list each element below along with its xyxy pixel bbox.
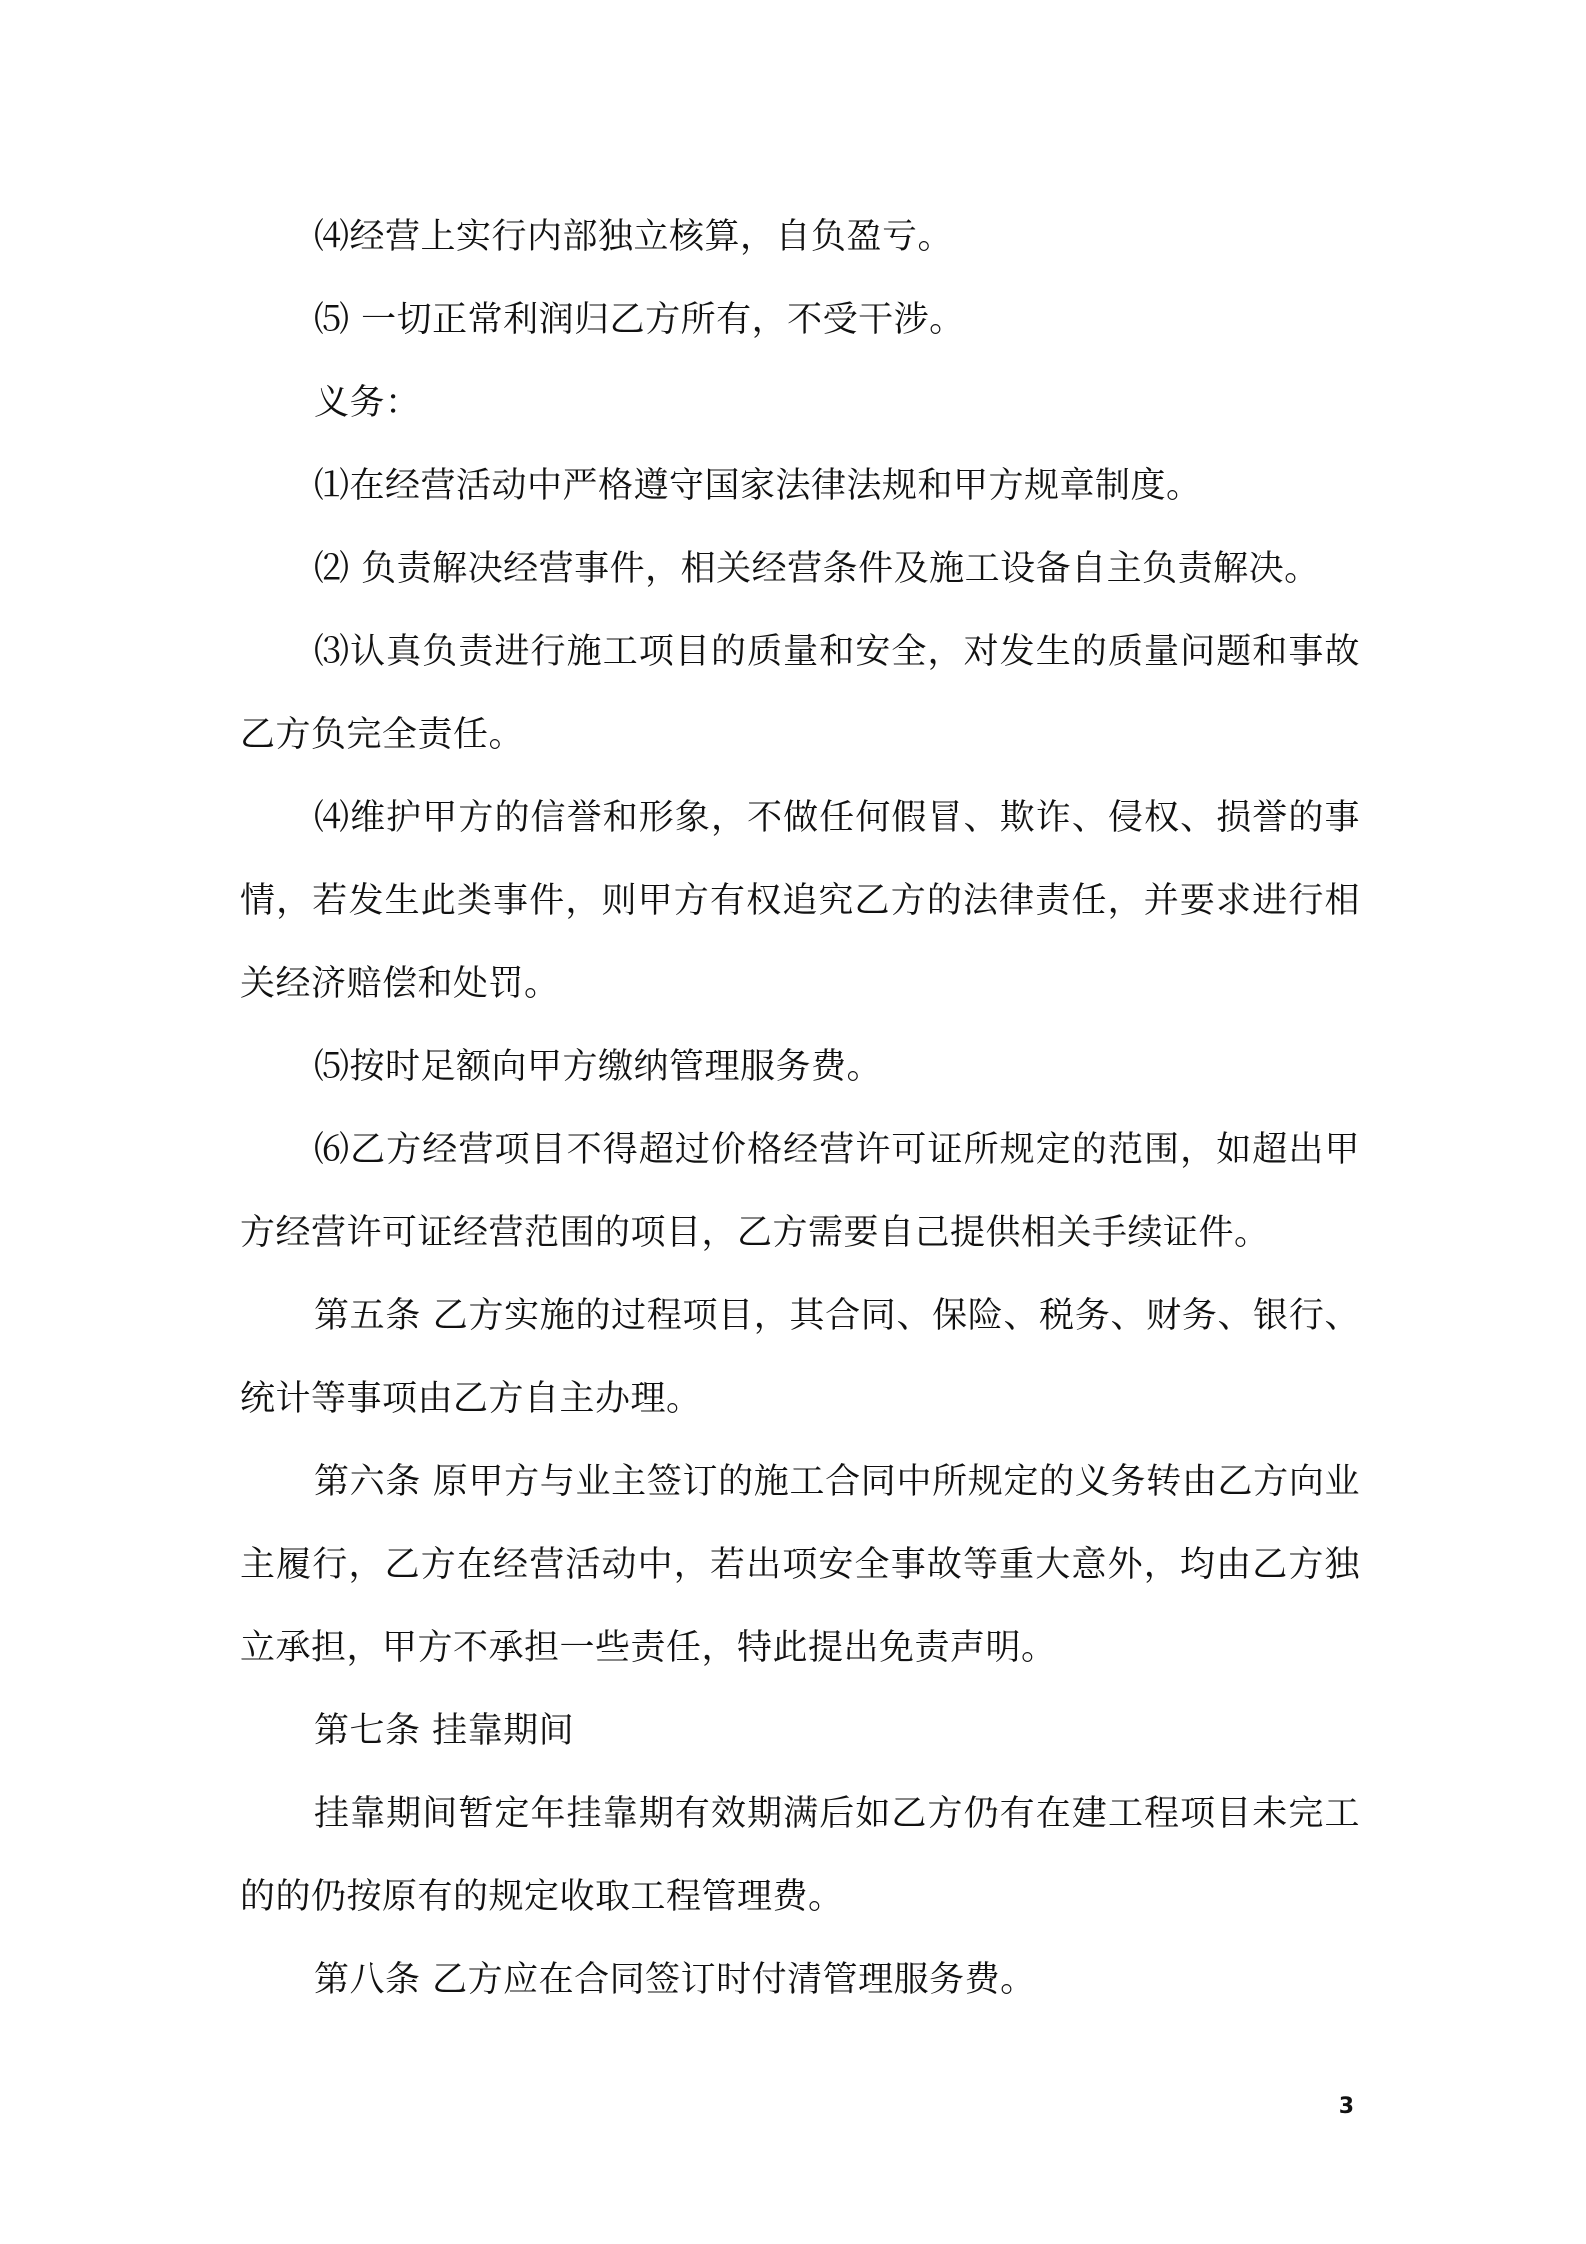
paragraph-article-8: 第八条 乙方应在合同签订时付清管理服务费。 — [314, 1960, 1036, 2000]
paragraph-obligation-5: ⑸按时足额向甲方缴纳管理服务费。 — [314, 1047, 883, 1087]
paragraph-obligation-4: ⑷维护甲方的信誉和形象，不做任何假冒、欺诈、侵权、损誉的事情，若发生此类事件，则甲方有权追究乙方的法律责任，并要求进行相关经济赔偿和处罚。 — [240, 798, 1360, 1004]
paragraph-obligation-6: ⑹乙方经营项目不得超过价格经营许可证所规定的范围，如超出甲方经营许可证经营范围的项目，乙方需要自己提供相关手续证件。 — [240, 1130, 1360, 1253]
page-number: 3 — [1338, 2094, 1354, 2119]
paragraph-obligation-3: ⑶认真负责进行施工项目的质量和安全，对发生的质量问题和事故乙方负完全责任。 — [240, 632, 1360, 755]
paragraph-article-7-body: 挂靠期间暂定年挂靠期有效期满后如乙方仍有在建工程项目未完工的的仍按原有的规定收取工程管理费。 — [240, 1794, 1360, 1917]
paragraph-article-7-heading: 第七条 挂靠期间 — [314, 1711, 575, 1751]
paragraph-operating-accounting: ⑷经营上实行内部独立核算，自负盈亏。 — [314, 217, 954, 257]
paragraph-obligations-heading: 义务： — [314, 383, 421, 423]
paragraph-obligation-2: ⑵ 负责解决经营事件，相关经营条件及施工设备自主负责解决。 — [314, 549, 1320, 589]
paragraph-profit-ownership: ⑸ 一切正常利润归乙方所有，不受干涉。 — [314, 300, 965, 340]
paragraph-obligation-1: ⑴在经营活动中严格遵守国家法律法规和甲方规章制度。 — [314, 466, 1202, 506]
paragraph-article-5: 第五条 乙方实施的过程项目，其合同、保险、税务、财务、银行、统计等事项由乙方自主办理。 — [240, 1296, 1360, 1419]
document-body — [240, 196, 1360, 2022]
paragraph-article-6: 第六条 原甲方与业主签订的施工合同中所规定的义务转由乙方向业主履行，乙方在经营活动中，若出项安全事故等重大意外，均由乙方独立承担，甲方不承担一些责任，特此提出免责声明。 — [240, 1462, 1360, 1668]
